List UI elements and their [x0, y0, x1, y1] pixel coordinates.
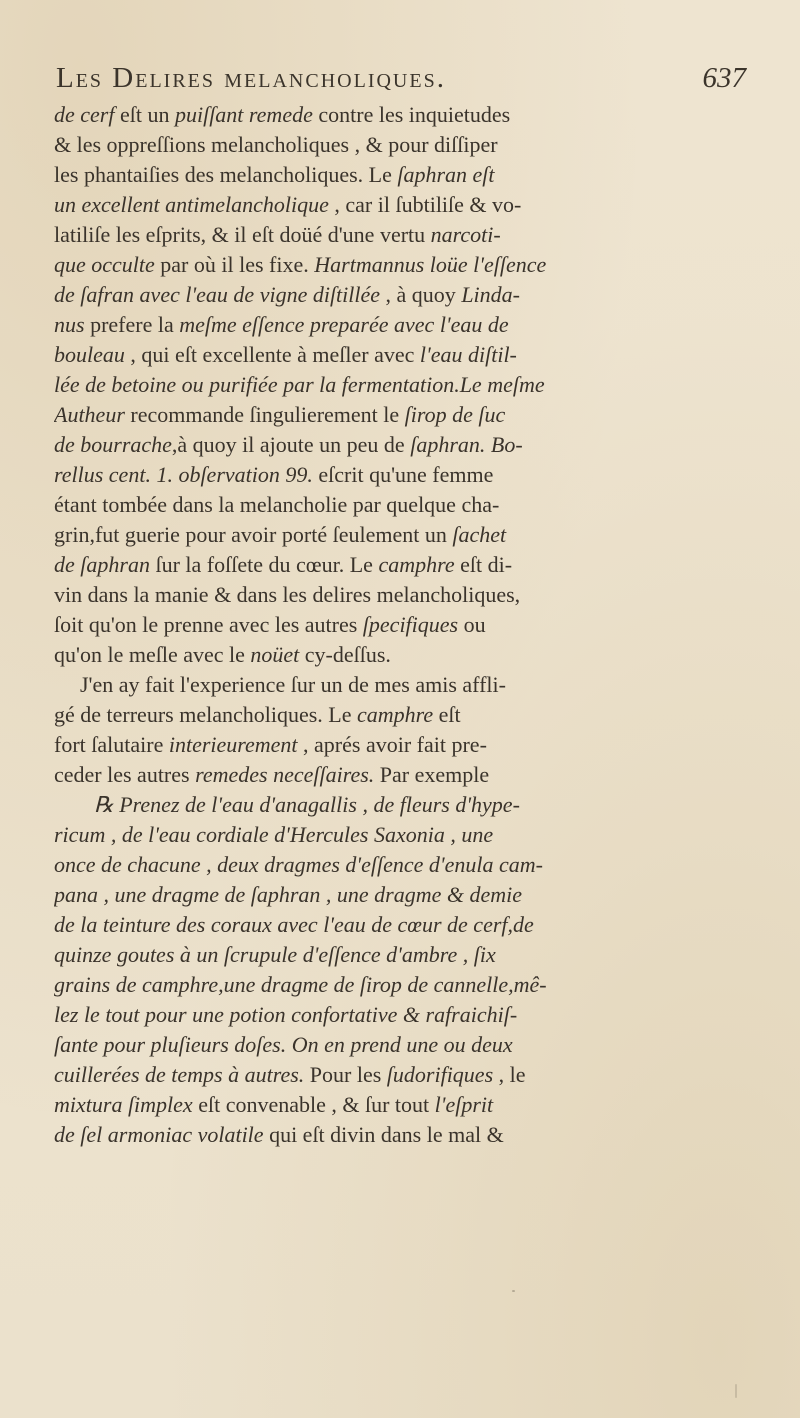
text-run: recommande ſingulierement le: [124, 402, 405, 427]
text-line: [54, 970, 754, 1000]
italic-run: Autheur: [54, 402, 125, 427]
text-run: les phantaiſies des melancholiques. Le: [54, 162, 398, 187]
text-line: [54, 370, 754, 400]
text-line: [54, 340, 754, 370]
text-run: eſt un: [114, 102, 175, 127]
text-run: eſt: [433, 702, 461, 727]
italic-run: l'eſprit: [434, 1092, 494, 1117]
text-run: J'en ay fait l'experience ſur un de mes amis affli-: [80, 672, 506, 697]
text-line: [54, 640, 754, 670]
text-run: eſcrit qu'une femme: [312, 462, 494, 487]
text-line: [54, 490, 754, 520]
text-run: ceder les autres: [54, 762, 196, 787]
text-run: , car il ſubtiliſe & vo-: [328, 192, 522, 217]
text-run: qu'on le meſle avec le: [54, 642, 251, 667]
text-line: [54, 430, 754, 460]
text-line: [54, 550, 754, 580]
page-header: [56, 62, 746, 102]
page-number: 637: [702, 62, 746, 94]
text-line: [54, 280, 754, 310]
italic-run: ricum , de l'eau cordiale d'Hercules Saxonia , une: [54, 822, 494, 847]
text-run: ,à quoy il ajoute un peu de: [171, 432, 411, 457]
text-run: ou: [458, 612, 486, 637]
text-line: [54, 1120, 754, 1150]
italic-run: grains de camphre,une dragme de ſirop de cannelle,mê-: [54, 972, 547, 997]
italic-run: lez le tout pour une potion confortative & rafraichiſ-: [54, 1002, 518, 1027]
text-line: [54, 1060, 754, 1090]
text-line: [54, 670, 754, 700]
italic-run: Prenez de l'eau d'anagallis , de fleurs d'hype-: [119, 792, 520, 817]
italic-run: camphre: [378, 552, 455, 577]
italic-run: camphre: [356, 702, 434, 727]
text-line: [54, 580, 754, 610]
text-run: ſoit qu'on le prenne avec les autres: [54, 612, 363, 637]
text-run: , qui eſt excellente à meſler avec: [124, 342, 420, 367]
text-line: [54, 790, 754, 820]
text-run: ſur la foſſete du cœur. Le: [149, 552, 379, 577]
italic-run: noüet: [250, 642, 300, 667]
text-line: [54, 1000, 754, 1030]
italic-run: un excellent antimelancholique: [54, 192, 329, 217]
italic-run: puiſſant remede: [174, 102, 313, 127]
text-run: grin,fut guerie pour avoir porté ſeulement un: [54, 522, 453, 547]
italic-run: ſudorifiques: [386, 1062, 494, 1087]
italic-run: ſaphran. Bo-: [410, 432, 523, 457]
italic-run: Hartmannus loüe l'eſſence: [314, 252, 547, 277]
text-line: [54, 400, 754, 430]
text-run: , le: [493, 1062, 526, 1087]
text-run: cy-deſſus.: [299, 642, 391, 667]
text-line: [54, 310, 754, 340]
italic-run: ℞: [94, 792, 120, 817]
text-line: [54, 520, 754, 550]
text-line: [54, 100, 754, 130]
italic-run: pana , une dragme de ſaphran , une dragme & demie: [54, 882, 523, 907]
text-line: [54, 460, 754, 490]
text-run: gé de terreurs melancholiques. Le: [54, 702, 357, 727]
italic-run: que occulte: [54, 252, 155, 277]
italic-run: de cerf: [54, 102, 115, 127]
italic-run: ſaphran eſt: [397, 162, 495, 187]
text-run: eſt di-: [454, 552, 513, 577]
text-line: [54, 910, 754, 940]
italic-run: de la teinture des coraux avec l'eau de cœur de cerf,de: [54, 912, 534, 937]
italic-run: quinze goutes à un ſcrupule d'eſſence d'ambre , ſix: [54, 942, 496, 967]
text-line: [54, 700, 754, 730]
text-line: [54, 760, 754, 790]
italic-run: ſachet: [452, 522, 507, 547]
text-line: [54, 190, 754, 220]
text-run: & les oppreſſions melancholiques , & pour diſſiper: [54, 132, 498, 157]
italic-run: once de chacune , deux dragmes d'eſſence d'enula cam-: [54, 852, 543, 877]
italic-run: ſante pour pluſieurs doſes. On en prend une ou deux: [54, 1032, 513, 1057]
text-line: [54, 220, 754, 250]
text-run: latiliſe les eſprits, & il eſt doüé d'une vertu: [54, 222, 431, 247]
text-run: par où il les fixe.: [154, 252, 315, 277]
text-line: [54, 250, 754, 280]
italic-run: bouleau: [54, 342, 125, 367]
italic-run: de bourrache: [54, 432, 172, 457]
running-head: Les Delires melancholiques.: [56, 62, 446, 94]
italic-run: cuillerées de temps à autres.: [54, 1062, 305, 1087]
italic-run: rellus cent. 1. obſervation 99.: [54, 462, 313, 487]
italic-run: ſpecifiques: [362, 612, 459, 637]
text-line: [54, 130, 754, 160]
italic-run: Linda-: [461, 282, 520, 307]
text-line: [54, 850, 754, 880]
italic-run: lée de betoine ou purifiée par la fermentation.Le meſme: [54, 372, 545, 397]
text-run: fort ſalutaire: [54, 732, 169, 757]
italic-run: ſirop de ſuc: [404, 402, 506, 427]
italic-run: de ſaphran: [54, 552, 150, 577]
text-line: [54, 1030, 754, 1060]
italic-run: mixtura ſimplex: [54, 1092, 193, 1117]
italic-run: de ſafran avec l'eau de vigne diſtillée: [54, 282, 381, 307]
text-run: contre les inquietudes: [312, 102, 511, 127]
text-run: qui eſt divin dans le mal &: [263, 1122, 504, 1147]
italic-run: nus: [54, 312, 85, 337]
text-line: [54, 1090, 754, 1120]
text-line: [54, 880, 754, 910]
italic-run: narcoti-: [430, 222, 501, 247]
text-run: vin dans la manie & dans les delires melancholiques,: [54, 582, 521, 607]
italic-run: de ſel armoniac volatile: [54, 1122, 264, 1147]
italic-run: meſme eſſence preparée avec l'eau de: [179, 312, 509, 337]
text-run: étant tombée dans la melancholie par quelque cha-: [54, 492, 500, 517]
italic-run: remedes neceſſaires.: [195, 762, 375, 787]
text-run: Par exemple: [374, 762, 490, 787]
text-run: , à quoy: [380, 282, 462, 307]
paper-speck: [512, 1290, 515, 1292]
italic-run: l'eau diſtil-: [419, 342, 517, 367]
text-line: [54, 820, 754, 850]
text-line: [54, 730, 754, 760]
italic-run: interieurement: [168, 732, 298, 757]
text-run: prefere la: [84, 312, 180, 337]
paper-speck: [735, 1384, 737, 1398]
text-run: Pour les: [304, 1062, 387, 1087]
text-run: , aprés avoir fait pre-: [297, 732, 487, 757]
body-text: [54, 100, 754, 1150]
text-line: [54, 160, 754, 190]
text-line: [54, 940, 754, 970]
text-line: [54, 610, 754, 640]
text-run: eſt convenable , & ſur tout: [192, 1092, 435, 1117]
